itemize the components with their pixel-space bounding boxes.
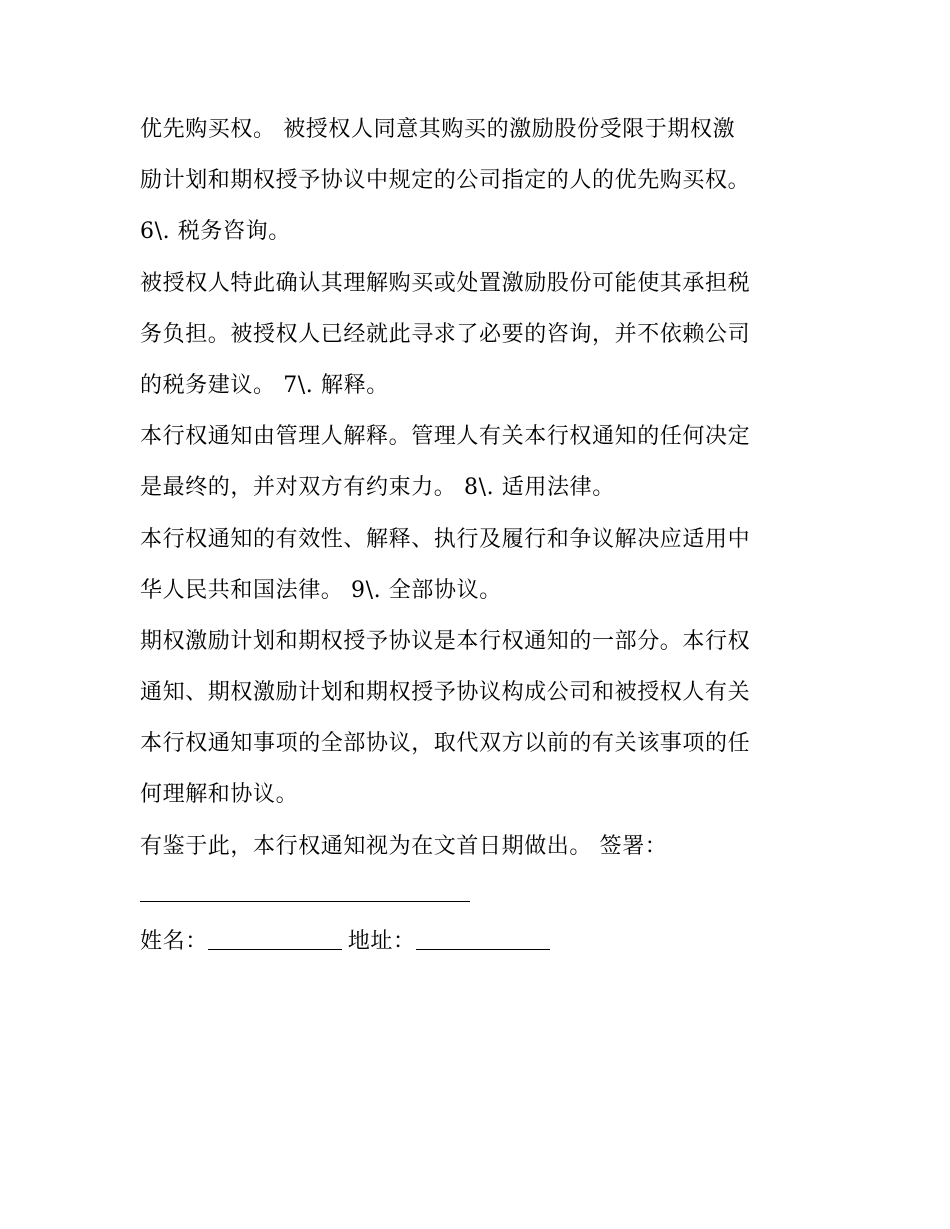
section-heading: 6\. 税务咨询。 <box>140 219 291 245</box>
text-line: 本行权通知的有效性、解释、执行及履行和争议解决应适用中 <box>140 526 751 552</box>
signature-line <box>140 872 820 916</box>
text-line: 期权激励计划和期权授予协议是本行权通知的一部分。本行权 <box>140 628 751 654</box>
text-line: 务负担。被授权人已经就此寻求了必要的咨询，并不依赖公司 <box>140 321 751 347</box>
text-line: 通知、期权激励计划和期权授予协议构成公司和被授权人有关 <box>140 680 751 706</box>
text-line: 被授权人特此确认其理解购买或处置激励股份可能使其承担税 <box>140 270 751 296</box>
signature-blank[interactable] <box>140 879 470 902</box>
text-line: 何理解和协议。 <box>140 782 299 808</box>
document-body <box>140 104 820 967</box>
name-label: 姓名： <box>140 928 208 954</box>
address-label: 地址： <box>347 928 416 954</box>
name-blank[interactable] <box>208 927 342 950</box>
text-line: 的税务建议。 7\. 解释。 <box>140 372 389 398</box>
text-line: 励计划和期权授予协议中规定的公司指定的人的优先购买权。 <box>140 168 751 194</box>
text-line: 本行权通知由管理人解释。管理人有关本行权通知的任何决定 <box>140 424 751 450</box>
text-line: 华人民共和国法律。 9\. 全部协议。 <box>140 577 502 603</box>
address-blank[interactable] <box>416 927 550 950</box>
text-line: 本行权通知事项的全部协议，取代双方以前的有关该事项的任 <box>140 731 751 757</box>
text-line: 有鉴于此，本行权通知视为在文首日期做出。 签署： <box>140 833 668 859</box>
text-line: 是最终的，并对双方有约束力。 8\. 适用法律。 <box>140 475 615 501</box>
text-line: 优先购买权。 被授权人同意其购买的激励股份受限于期权激 <box>140 117 736 142</box>
name-address-line <box>140 916 820 967</box>
